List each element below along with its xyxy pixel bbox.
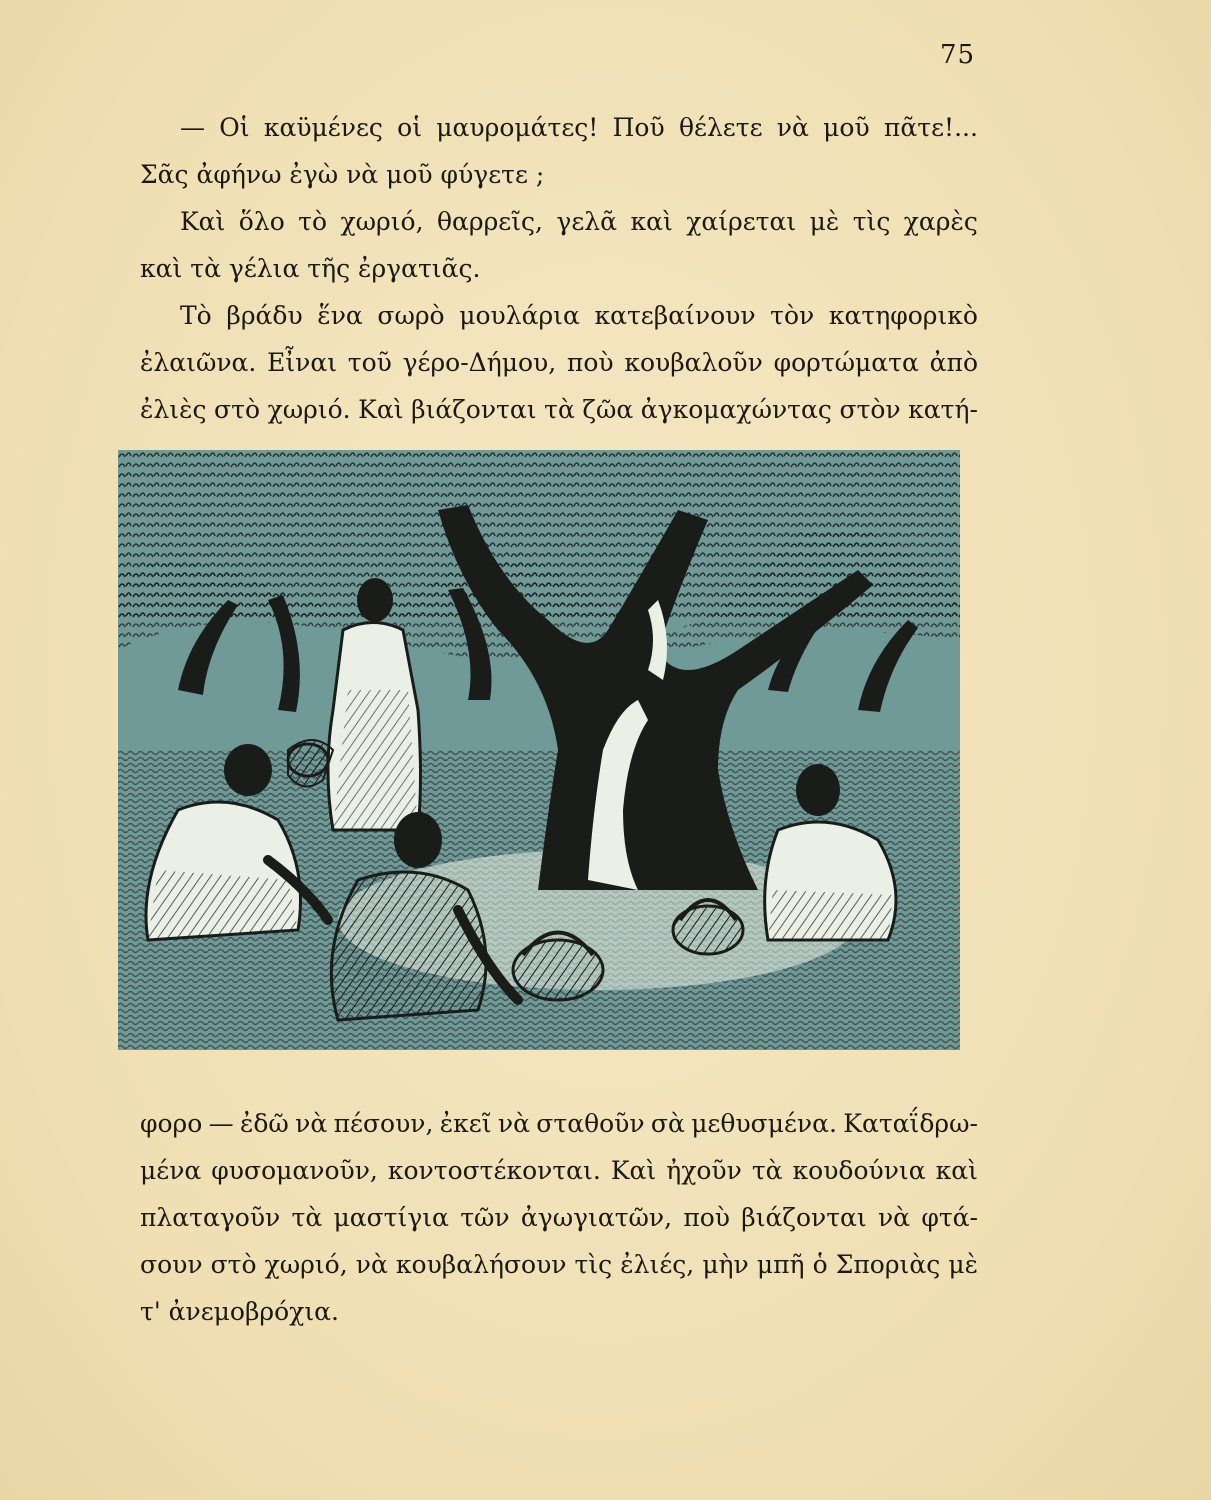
word: φορτώματα bbox=[773, 348, 919, 377]
word: ἐλαιῶνα. bbox=[140, 348, 257, 377]
word: — bbox=[208, 1109, 234, 1138]
word: πλαταγοῦν bbox=[140, 1203, 281, 1232]
text-line: τ' ἀνεμοβρόχια. bbox=[140, 1297, 339, 1326]
word: σουν bbox=[140, 1250, 203, 1279]
word: βράδυ bbox=[226, 301, 303, 330]
word: ἐλιές, bbox=[620, 1250, 695, 1279]
word: κατεβαίνουν bbox=[594, 301, 756, 330]
word: Ποῦ bbox=[612, 113, 665, 142]
text-line bbox=[140, 1100, 978, 1147]
word: χωριό, bbox=[340, 207, 424, 236]
word: ἕνα bbox=[317, 301, 363, 330]
text-line: καὶ τὰ γέλια τῆς ἐργατιᾶς. bbox=[140, 254, 481, 283]
word: κατηφορικὸ bbox=[828, 301, 978, 330]
word: χωριό, bbox=[264, 1250, 348, 1279]
text-block-top bbox=[140, 104, 978, 433]
word: ἠχοῦν bbox=[666, 1156, 742, 1185]
word: μεθυσμένα. bbox=[691, 1109, 837, 1138]
word: κουδούνια bbox=[792, 1156, 926, 1185]
word: Καὶ bbox=[180, 207, 226, 236]
word: ἐδῶ bbox=[239, 1109, 289, 1138]
word: γέρο-Δήμου, bbox=[402, 348, 557, 377]
word: θαρρεῖς, bbox=[436, 207, 543, 236]
word: μουλάρια bbox=[459, 301, 580, 330]
word: τὰ bbox=[751, 1156, 783, 1185]
word: μοῦ bbox=[823, 113, 870, 142]
word: χαίρεται bbox=[686, 207, 797, 236]
word: μὴν bbox=[702, 1250, 749, 1279]
word: νὰ bbox=[877, 1203, 911, 1232]
word: μαυρομάτες! bbox=[436, 113, 599, 142]
word: καὶ bbox=[630, 207, 673, 236]
word: ὅλο bbox=[238, 207, 285, 236]
text-line bbox=[140, 339, 978, 386]
word: βιάζονται bbox=[741, 1203, 867, 1232]
word: ἀγωγιατῶν, bbox=[520, 1203, 673, 1232]
word: στὸν bbox=[839, 395, 901, 424]
word: Οἱ bbox=[219, 113, 250, 142]
word: βιάζονται bbox=[411, 395, 537, 424]
text-line bbox=[140, 1194, 978, 1241]
word: χαρὲς bbox=[903, 207, 978, 236]
word: τὸν bbox=[770, 301, 815, 330]
word: χωριό. bbox=[267, 395, 351, 424]
word: γελᾶ bbox=[556, 207, 618, 236]
word: θέλετε bbox=[678, 113, 763, 142]
word: κουβαλοῦν bbox=[624, 348, 763, 377]
word: ἀπὸ bbox=[929, 348, 978, 377]
word: μὲ bbox=[948, 1250, 978, 1279]
text-line bbox=[140, 1147, 978, 1194]
word: Εἶναι bbox=[267, 348, 338, 377]
word: κουβαλήσουν bbox=[395, 1250, 567, 1279]
text-block-bottom bbox=[140, 1100, 978, 1335]
word: Καταΐδρω- bbox=[843, 1109, 978, 1138]
text-line bbox=[140, 104, 978, 151]
text-line: Σᾶς ἀφήνω ἐγὼ νὰ μοῦ φύγετε ; bbox=[140, 160, 545, 189]
word: φυσομανοῦν, bbox=[211, 1156, 378, 1185]
text-line bbox=[140, 292, 978, 339]
word: Τὸ bbox=[180, 301, 212, 330]
word: μένα bbox=[140, 1156, 202, 1185]
word: πέσουν, bbox=[333, 1109, 434, 1138]
word: Καὶ bbox=[610, 1156, 657, 1185]
word: Καὶ bbox=[358, 395, 404, 424]
word: Σποριὰς bbox=[835, 1250, 941, 1279]
word: τὰ bbox=[544, 395, 575, 424]
text-line bbox=[140, 1241, 978, 1288]
word: νὰ bbox=[355, 1250, 388, 1279]
word: φτά- bbox=[921, 1203, 978, 1232]
word: σταθοῦν bbox=[536, 1109, 645, 1138]
word: — bbox=[180, 113, 205, 142]
woodcut-image bbox=[118, 450, 960, 1050]
word: νὰ bbox=[295, 1109, 328, 1138]
word: μαστίγια bbox=[333, 1203, 449, 1232]
word: στὸ bbox=[210, 1250, 257, 1279]
olive-harvest-illustration bbox=[118, 450, 960, 1050]
word: νὰ bbox=[776, 113, 809, 142]
word: τὸ bbox=[298, 207, 328, 236]
word: τῶν bbox=[460, 1203, 510, 1232]
word: μπῆ bbox=[756, 1250, 805, 1279]
word: τὰ bbox=[291, 1203, 323, 1232]
word: μὲ bbox=[809, 207, 840, 236]
word: στὸ bbox=[214, 395, 260, 424]
word: ποὺ bbox=[566, 348, 614, 377]
word: τὶς bbox=[852, 207, 891, 236]
word: τὶς bbox=[574, 1250, 613, 1279]
word: ποὺ bbox=[683, 1203, 731, 1232]
word: καὶ bbox=[935, 1156, 978, 1185]
word: σὰ bbox=[650, 1109, 685, 1138]
word: καϋμένες bbox=[263, 113, 383, 142]
word: ὁ bbox=[812, 1250, 828, 1279]
word: κατή- bbox=[908, 395, 978, 424]
word: τοῦ bbox=[347, 348, 392, 377]
word: πᾶτε!... bbox=[883, 113, 978, 142]
word: φορο bbox=[140, 1109, 203, 1138]
text-line bbox=[140, 198, 978, 245]
word: ἐλιὲς bbox=[140, 395, 207, 424]
page-number: 75 bbox=[940, 40, 976, 70]
text-line bbox=[140, 386, 978, 433]
word: ζῶα bbox=[582, 395, 634, 424]
word: κοντοστέκονται. bbox=[387, 1156, 601, 1185]
word: νὰ bbox=[497, 1109, 530, 1138]
word: ἀγκομαχώντας bbox=[640, 395, 832, 424]
word: οἱ bbox=[397, 113, 423, 142]
word: σωρὸ bbox=[377, 301, 445, 330]
word: ἐκεῖ bbox=[439, 1109, 492, 1138]
